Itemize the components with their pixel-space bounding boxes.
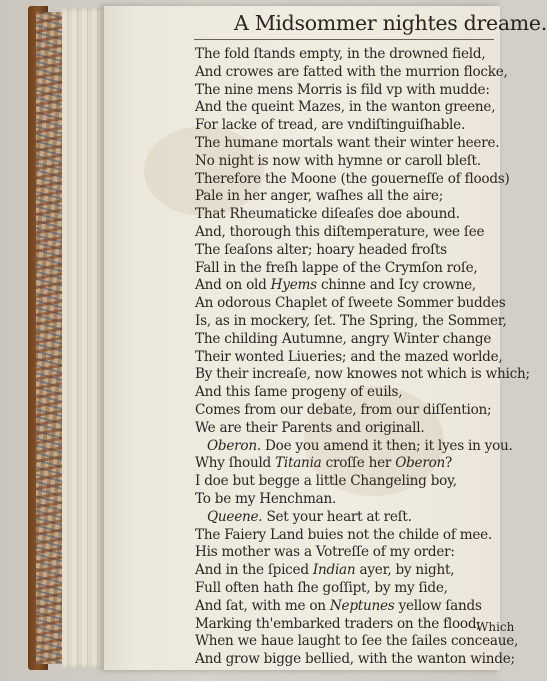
- verse-text-run: . Set your heart at reſt.: [258, 508, 412, 525]
- verse-line: [195, 598, 482, 616]
- verse-line: [195, 455, 452, 473]
- verse-text-run: And the queint Mazes, in the wanton greene,: [195, 99, 496, 116]
- verse-text-run: For lacke of tread, are vndiſtinguiſhable.: [195, 117, 466, 134]
- italic-name: Titania: [275, 455, 322, 472]
- verse-line: [195, 633, 518, 651]
- verse-line: [195, 260, 478, 278]
- verse-text-run: Comes from our debate, from our diſſention;: [195, 402, 492, 418]
- verse-text-run: We are their Parents and originall.: [195, 419, 425, 436]
- verse-text-run: Their wonted Liueries; and the mazed worlde,: [195, 348, 503, 365]
- verse-line: [195, 277, 476, 295]
- verse-text-run: Marking th'embarked traders on the flood;: [195, 615, 481, 632]
- verse-line: [195, 171, 510, 189]
- italic-name: Indian: [312, 562, 356, 579]
- verse-text-run: The ſeaſons alter; hoary headed froſts: [195, 241, 447, 258]
- verse-text-run: When we haue laught to ſee the ſailes conceaue,: [195, 633, 519, 650]
- verse-line: [195, 349, 503, 367]
- verse-text-run: The nine mens Morris is fild vp with mudde:: [195, 81, 490, 98]
- verse-line: [195, 331, 491, 349]
- verse-line: [195, 473, 457, 491]
- verse-text-run: . Doe you amend it then; it lyes in you.: [256, 437, 513, 454]
- verse-line: [195, 99, 495, 117]
- verse-text-run: No night is now with hymne or caroll bleſt.: [195, 152, 481, 169]
- verse-line: [195, 242, 447, 260]
- verse-line: [195, 616, 481, 634]
- verse-text-run: And in the ſpiced: [195, 562, 313, 579]
- verse-text-run: And this ſame progeny of euils,: [195, 384, 403, 401]
- verse-text-run: And on old: [195, 277, 271, 294]
- header-rule: [194, 39, 494, 40]
- verse-text-run: The childing Autumne, angry Winter change: [195, 330, 492, 347]
- verse-line: [195, 64, 508, 82]
- verse-line: [195, 153, 481, 171]
- verse-line: [195, 224, 484, 242]
- verse-line: [195, 117, 465, 135]
- verse-text-run: I doe but begge a little Changeling boy,: [195, 473, 457, 490]
- book-page: [104, 6, 547, 670]
- verse-text-run: chinne and Icy crowne,: [316, 277, 476, 294]
- verse-text-run: ayer, by night,: [355, 562, 455, 579]
- verse-text-run: ?: [445, 455, 453, 472]
- verse-text-run: The fold ſtands empty, in the drowned field,: [195, 46, 486, 62]
- verse-text-run: Pale in her anger, waſhes all the aire;: [195, 188, 444, 205]
- verse-text-run: And crowes are fatted with the murrion flocke,: [195, 63, 508, 80]
- verse-text-run: An odorous Chaplet of ſweete Sommer buddes: [195, 295, 506, 312]
- catchword: Which: [476, 620, 515, 634]
- running-title: A Midsommer nightes dreame.: [234, 11, 547, 35]
- verse-line: [195, 580, 448, 598]
- italic-name: Neptunes: [329, 597, 395, 614]
- verse-line: [195, 366, 530, 384]
- verse-text-run: Why ſhould: [195, 455, 276, 472]
- verse-text-run: To be my Henchman.: [195, 491, 337, 507]
- verse-text-run: croſſe her: [321, 455, 396, 472]
- verse-text-run: And ſat, with me on: [195, 597, 330, 614]
- verse-line: [195, 562, 454, 580]
- verse-text-run: The Faiery Land buies not the childe of mee.: [195, 526, 493, 543]
- verse-line: [195, 651, 515, 669]
- italic-name: Oberon: [395, 455, 446, 472]
- verse-line: [195, 544, 455, 562]
- verse-line: [195, 384, 402, 402]
- verse-text-run: Fall in the freſh lappe of the Crymſon roſe,: [195, 259, 478, 276]
- verse-line: [195, 527, 492, 545]
- verse-text-run: Therefore the Moone (the gouerneſſe of floods): [195, 170, 510, 187]
- italic-name: Queene: [207, 508, 259, 525]
- italic-name: Oberon: [207, 437, 257, 454]
- verse-line: [207, 509, 412, 527]
- verse-text-run: And, thorough this diſtemperature, wee ſee: [195, 224, 485, 240]
- verse-line: [195, 82, 490, 100]
- italic-name: Hyems: [270, 277, 317, 294]
- verse-text-run: Full often hath ſhe goſſipt, by my ſide,: [195, 580, 448, 596]
- verse-line: [195, 491, 336, 509]
- verse-line: [207, 438, 513, 456]
- verse-line: [195, 188, 443, 206]
- verse-line: [195, 313, 507, 331]
- verse-line: [195, 206, 460, 224]
- verse-line: [195, 295, 505, 313]
- verse-line: [195, 135, 499, 153]
- verse-text-run: By their increaſe, now knowes not which is which;: [195, 366, 530, 383]
- verse-line: [195, 46, 485, 64]
- verse-text-run: That Rheumaticke diſeaſes doe abound.: [195, 206, 460, 223]
- verse-line: [195, 420, 424, 438]
- verse-text-run: The humane mortals want their winter heere.: [195, 135, 500, 151]
- verse-text-run: His mother was a Votreſſe of my order:: [195, 544, 455, 561]
- verse-line: [195, 402, 491, 420]
- verse-text-run: And grow bigge bellied, with the wanton winde;: [195, 651, 515, 668]
- verse-text-run: yellow ſands: [394, 597, 482, 614]
- verse-text-run: Is, as in mockery, ſet. The Spring, the Sommer,: [195, 313, 507, 329]
